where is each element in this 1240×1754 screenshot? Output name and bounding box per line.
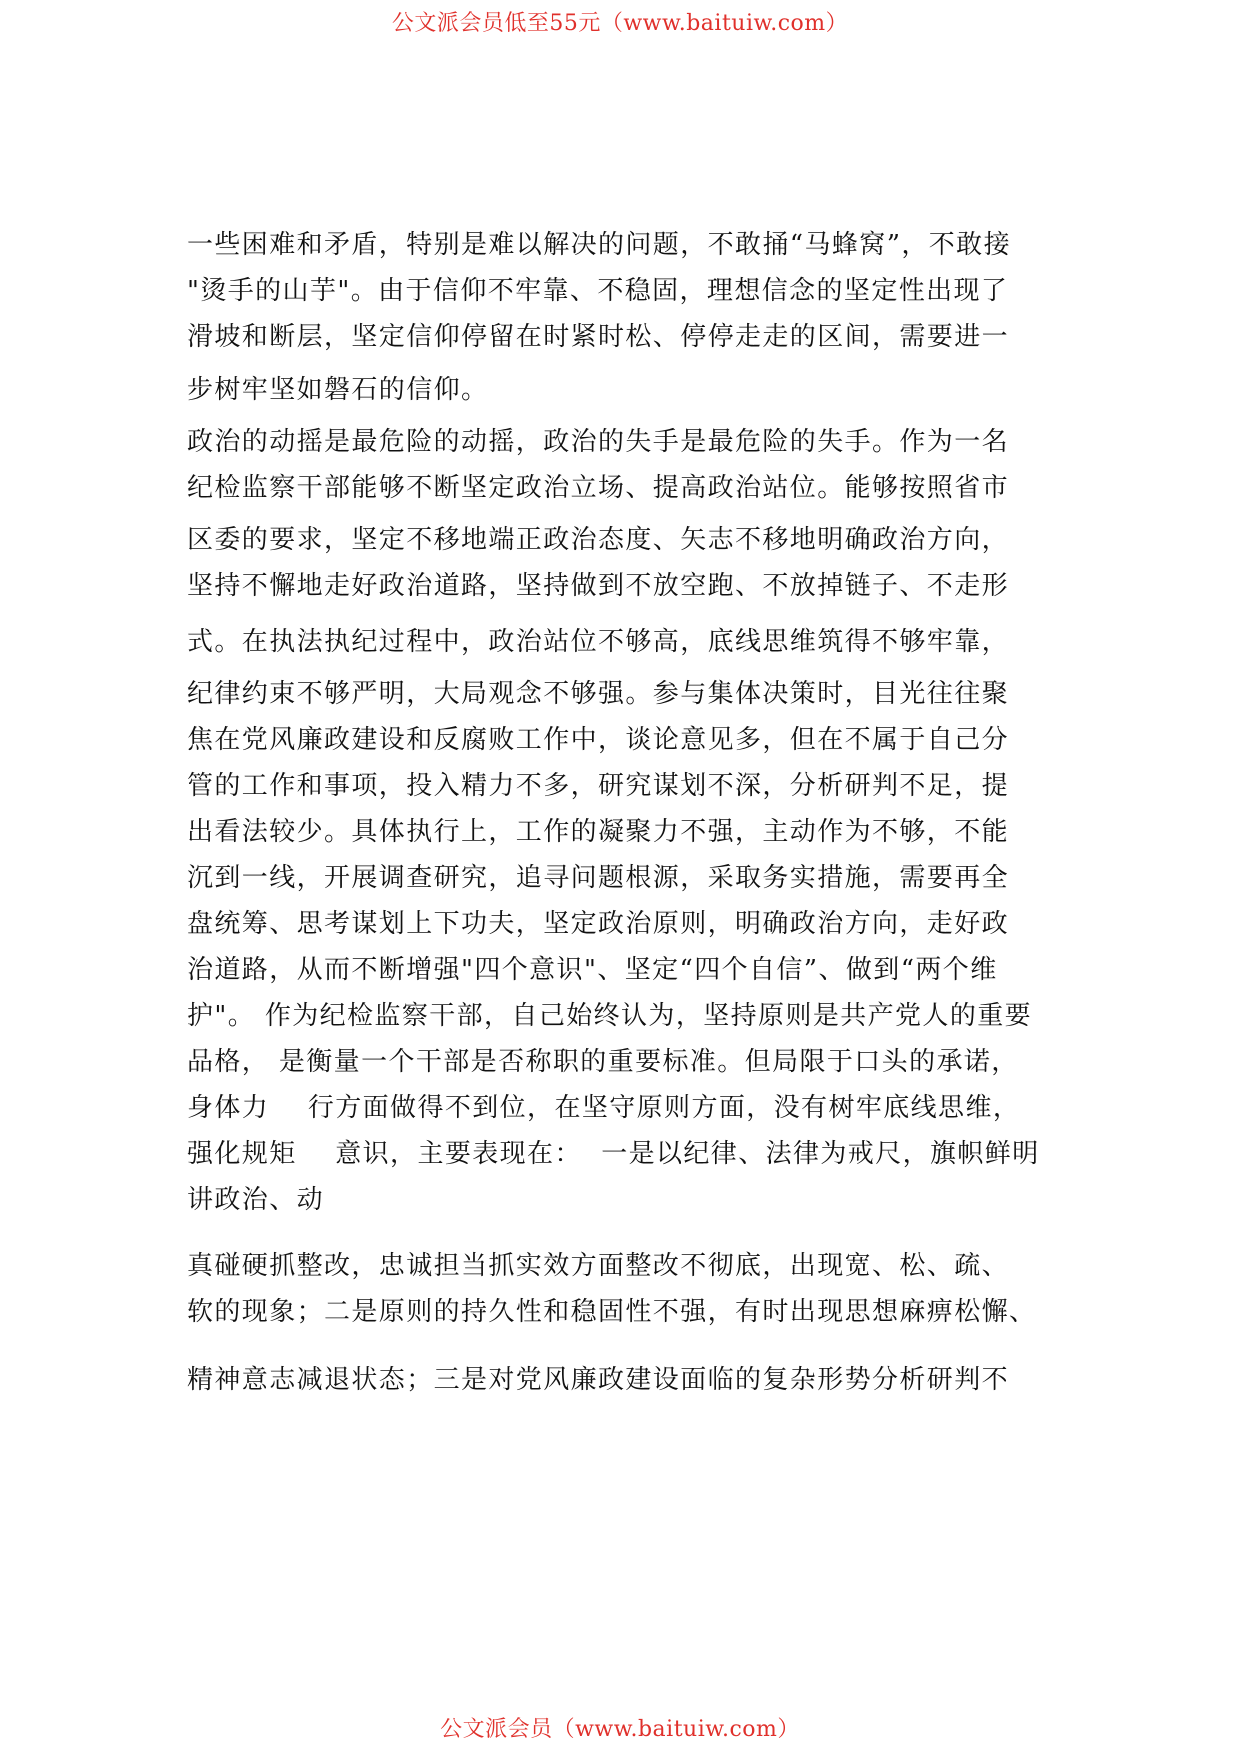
body-line: 强化规矩 意识，主要表现在： 一是以纪律、法律为戒尺，旗帜鲜明 — [187, 1139, 1040, 1169]
body-line: 区委的要求，坚定不移地端正政治态度、矢志不移地明确政治方向， — [187, 525, 1010, 555]
body-line: 讲政治、动 — [187, 1185, 325, 1215]
body-line: 盘统筹、思考谋划上下功夫，坚定政治原则，明确政治方向，走好政 — [187, 909, 1010, 939]
body-line: 一些困难和矛盾，特别是难以解决的问题，不敢捅“马蜂窝”，不敢接 — [187, 230, 1011, 260]
body-line: 滑坡和断层，坚定信仰停留在时紧时松、停停走走的区间，需要进一 — [187, 322, 1010, 352]
body-line: 政治的动摇是最危险的动摇，政治的失手是最危险的失手。作为一名 — [187, 427, 1010, 457]
body-line: 沉到一线，开展调查研究，追寻问题根源，采取务实措施，需要再全 — [187, 863, 1010, 893]
page-header-watermark: 公文派会员低至55元（www.baituiw.com） — [391, 11, 849, 36]
body-line: 步树牢坚如磐石的信仰。 — [187, 375, 489, 405]
body-line: 管的工作和事项，投入精力不多，研究谋划不深，分析研判不足，提 — [187, 771, 1010, 801]
body-line: 品格， 是衡量一个干部是否称职的重要标准。但局限于口头的承诺， — [187, 1047, 1019, 1077]
body-line: 焦在党风廉政建设和反腐败工作中，谈论意见多，但在不属于自己分 — [187, 725, 1010, 755]
body-line: 护"。 作为纪检监察干部，自己始终认为，坚持原则是共产党人的重要 — [187, 1001, 1033, 1031]
page-footer-watermark: 公文派会员（www.baituiw.com） — [440, 1717, 800, 1742]
body-line: 出看法较少。具体执行上，工作的凝聚力不强，主动作为不够，不能 — [187, 817, 1010, 847]
body-line: 坚持不懈地走好政治道路，坚持做到不放空跑、不放掉链子、不走形 — [187, 571, 1010, 601]
body-line: "烫手的山芋"。由于信仰不牢靠、不稳固，理想信念的坚定性出现了 — [187, 276, 1009, 306]
body-line: 纪律约束不够严明，大局观念不够强。参与集体决策时，目光往往聚 — [187, 679, 1010, 709]
body-line: 精神意志减退状态；三是对党风廉政建设面临的复杂形势分析研判不 — [187, 1365, 1010, 1395]
body-line: 身体力 行方面做得不到位，在坚守原则方面，没有树牢底线思维， — [187, 1093, 1021, 1123]
body-line: 式。在执法执纪过程中，政治站位不够高，底线思维筑得不够牢靠， — [187, 627, 1010, 657]
body-line: 软的现象；二是原则的持久性和稳固性不强，有时出现思想麻痹松懈、 — [187, 1297, 1037, 1327]
body-line: 纪检监察干部能够不断坚定政治立场、提高政治站位。能够按照省市 — [187, 473, 1010, 503]
body-line: 真碰硬抓整改，忠诚担当抓实效方面整改不彻底，出现宽、松、疏、 — [187, 1251, 1010, 1281]
body-line: 治道路，从而不断增强"四个意识"、坚定“四个自信”、做到“两个维 — [187, 955, 998, 985]
